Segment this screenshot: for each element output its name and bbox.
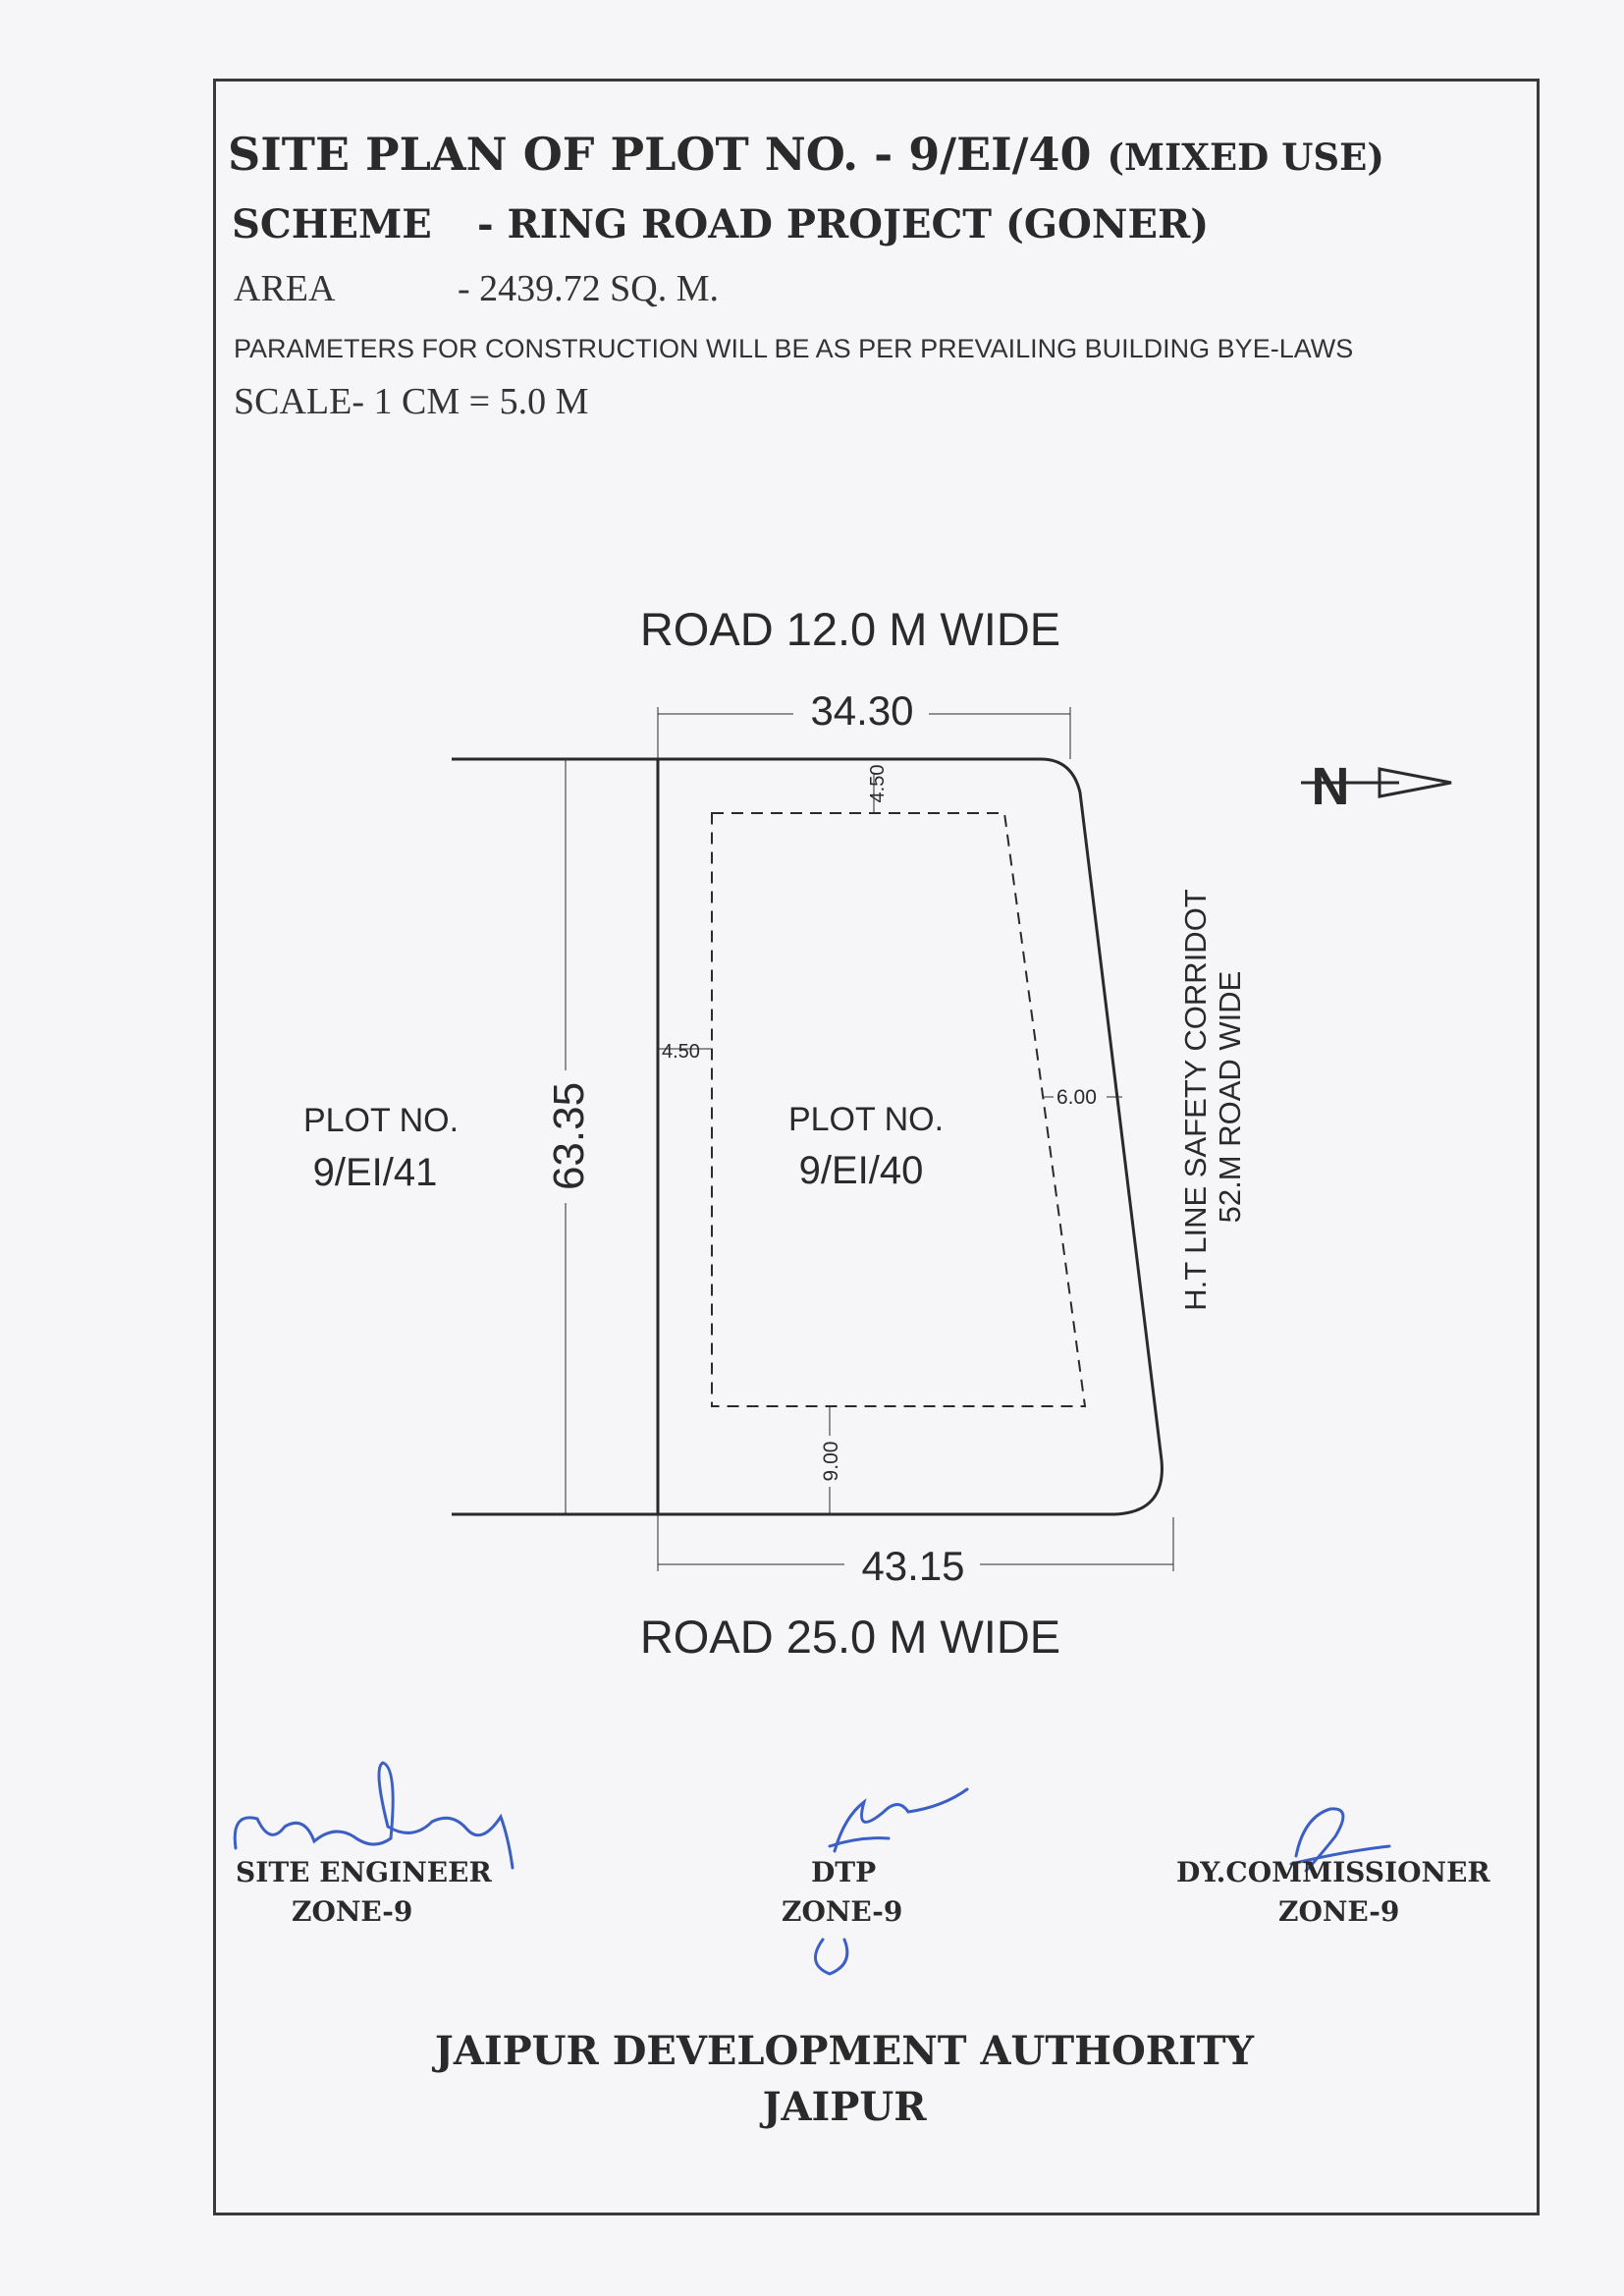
dim-top-value: 34.30 (810, 687, 914, 734)
subject-plot-label: PLOT NO. (787, 1101, 945, 1138)
road-bottom-label: ROAD 25.0 M WIDE (639, 1611, 1061, 1663)
setback-top-value: 4.50 (867, 764, 889, 803)
subject-plot-number: 9/EI/40 (798, 1149, 924, 1192)
adjacent-plot-number: 9/EI/41 (312, 1151, 438, 1194)
dy-commissioner-role: DY.COMMISSIONER (1176, 1856, 1490, 1888)
site-engineer-zone: ZONE-9 (292, 1895, 413, 1928)
area-label: AREA (234, 268, 336, 309)
dim-bottom-value: 43.15 (861, 1543, 965, 1589)
dtp-role: DTP (811, 1856, 877, 1888)
area-value: - 2439.72 SQ. M. (458, 268, 720, 309)
north-label: N (1311, 757, 1350, 816)
dy-commissioner-zone: ZONE-9 (1278, 1895, 1400, 1928)
dtp-zone: ZONE-9 (782, 1895, 903, 1928)
scheme-label: SCHEME (232, 201, 432, 247)
setback-right-value: 6.00 (1056, 1086, 1097, 1109)
parameters-note: PARAMETERS FOR CONSTRUCTION WILL BE AS PER PREVAILING BUILDING BYE-LAWS (234, 334, 1354, 363)
scale-note: SCALE- 1 CM = 5.0 M (234, 381, 589, 422)
title-use-type: (MIXED USE) (1107, 136, 1384, 179)
setback-bottom-value: 9.00 (820, 1441, 842, 1482)
site-engineer-signature (235, 1763, 513, 1868)
corridor-label-line2: 52.M ROAD WIDE (1213, 970, 1247, 1224)
setback-left-value: 4.50 (662, 1041, 700, 1063)
road-top-label: ROAD 12.0 M WIDE (639, 603, 1061, 655)
authority-city: JAIPUR (762, 2084, 927, 2130)
title-main: SITE PLAN OF PLOT NO. - 9/EI/40 (228, 128, 1092, 181)
dim-left-value: 63.35 (545, 1081, 593, 1191)
adjacent-plot-label: PLOT NO. (302, 1102, 460, 1139)
site-engineer-role: SITE ENGINEER (236, 1856, 492, 1888)
scheme-value: - RING ROAD PROJECT (GONER) (477, 201, 1210, 247)
authority-name: JAIPUR DEVELOPMENT AUTHORITY (434, 2028, 1255, 2074)
corridor-label-line1: H.T LINE SAFETY CORRIDOT (1178, 889, 1213, 1311)
